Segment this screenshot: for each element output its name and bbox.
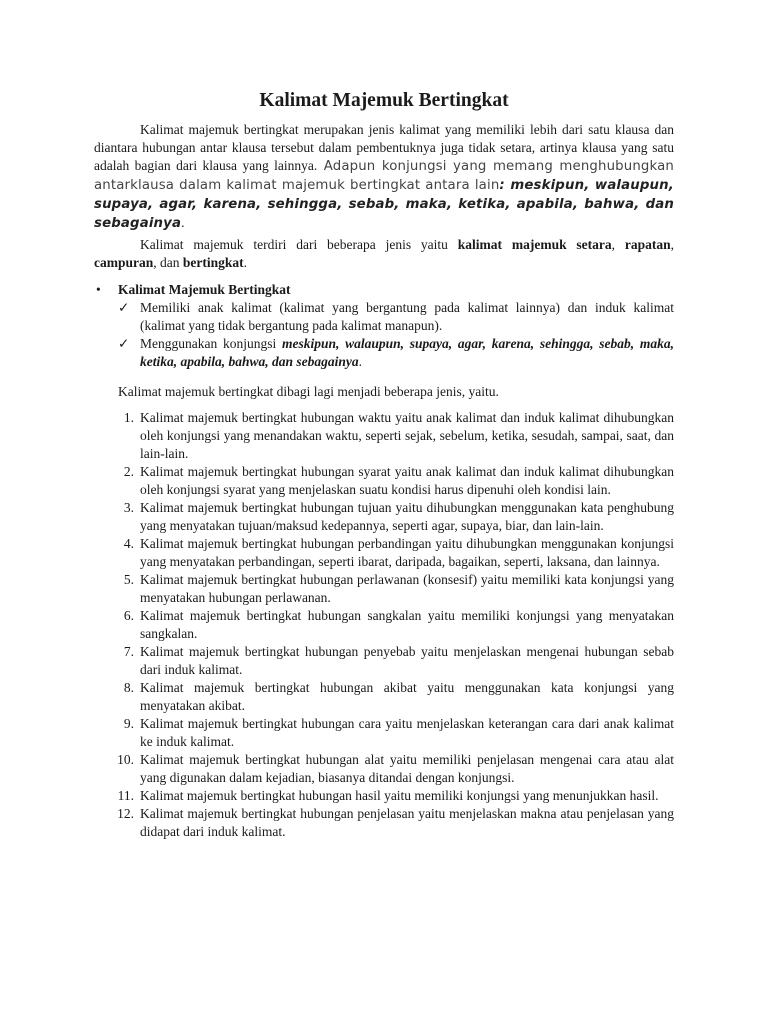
types-lead: Kalimat majemuk terdiri dari beberapa jenis yaitu <box>140 237 458 252</box>
types-paragraph <box>94 236 674 272</box>
check-emphasis: meskipun, walaupun, supaya, agar, karena, sehingga, sebab, maka, ketika, apabila, bahwa, dan sebagainya <box>140 336 674 369</box>
list-text: Kalimat majemuk bertingkat hubungan hasil yaitu memiliki konjungsi yang menunjukkan hasil. <box>140 788 659 803</box>
list-number: 12. <box>117 806 134 821</box>
list-text: Kalimat majemuk bertingkat hubungan alat yaitu memiliki penjelasan mengenai cara atau alat yang digunakan dalam kejadian, biasanya ditandai dengan konjungsi. <box>140 752 674 785</box>
list-number: 4. <box>123 536 134 551</box>
checkmark-icon: ✓ <box>118 300 130 315</box>
type-bertingkat: bertingkat <box>182 255 244 270</box>
check-end: . <box>358 354 363 369</box>
list-item <box>94 607 674 643</box>
types-sep-2: , <box>670 237 675 252</box>
list-number: 7. <box>123 644 134 659</box>
type-campuran: campuran <box>94 255 154 270</box>
list-text: Kalimat majemuk bertingkat hubungan penyebab yaitu menjelaskan mengenai hubungan sebab dari induk kalimat. <box>140 644 674 677</box>
list-number: 5. <box>123 572 134 587</box>
page-title: Kalimat Majemuk Bertingkat <box>259 90 509 111</box>
list-item <box>94 787 674 805</box>
list-number: 11. <box>117 788 134 803</box>
types-sep-3: , dan <box>153 255 183 270</box>
list-text: Kalimat majemuk bertingkat hubungan cara yaitu menjelaskan keterangan cara dari anak kalimat ke induk kalimat. <box>140 716 674 749</box>
list-item <box>94 715 674 751</box>
intro-paragraph <box>94 121 674 233</box>
list-number: 2. <box>123 464 134 479</box>
types-sep-1: , <box>611 237 625 252</box>
check-text: Memiliki anak kalimat (kalimat yang bergantung pada kalimat lainnya) dan induk kalimat (kalimat yang tidak bergantung pada kalimat manapun). <box>140 300 674 333</box>
type-rapatan: rapatan <box>624 237 671 252</box>
list-item <box>94 679 674 715</box>
check-item <box>94 335 674 371</box>
list-text: Kalimat majemuk bertingkat hubungan perlawanan (konsesif) yaitu memiliki kata konjungsi yang menyatakan hubungan perlawanan. <box>140 572 674 605</box>
list-item <box>94 409 674 463</box>
list-item <box>94 535 674 571</box>
type-setara: kalimat majemuk setara <box>457 237 612 252</box>
list-item <box>94 571 674 607</box>
list-text: Kalimat majemuk bertingkat hubungan penjelasan yaitu menjelaskan makna atau penjelasan yang didapat dari induk kalimat. <box>140 806 674 839</box>
list-number: 9. <box>123 716 134 731</box>
list-item <box>94 805 674 841</box>
intro-conjunction-list: : meskipun, walaupun, supaya, agar, karena, sehingga, sebab, maka, ketika, apabila, bahwa, dan sebagainya <box>94 178 674 231</box>
bullet-label: Kalimat Majemuk Bertingkat <box>118 282 291 297</box>
list-number: 10. <box>117 752 134 767</box>
intro-end: . <box>181 215 185 230</box>
bullet-item <box>94 281 674 299</box>
list-number: 3. <box>123 500 134 515</box>
list-text: Kalimat majemuk bertingkat hubungan tujuan yaitu dihubungkan menggunakan kata penghubung yang menyatakan tujuan/maksud kedepannya, seperti agar, supaya, biar, dan lain-lain. <box>140 500 674 533</box>
list-text: Kalimat majemuk bertingkat hubungan sangkalan yaitu memiliki konjungsi yang menyatakan sangkalan. <box>140 608 674 641</box>
checkmark-icon: ✓ <box>118 336 130 351</box>
characteristics-section <box>94 281 674 371</box>
intro-sans-text: Adapun konjungsi yang memang menghubungkan antarklausa dalam kalimat majemuk bertingkat antara lain <box>94 159 674 193</box>
types-end: . <box>243 255 248 270</box>
check-item <box>94 299 674 335</box>
list-number: 8. <box>123 680 134 695</box>
list-item <box>94 643 674 679</box>
list-number: 6. <box>123 608 134 623</box>
list-intro: Kalimat majemuk bertingkat dibagi lagi menjadi beberapa jenis, yaitu. <box>118 384 499 399</box>
bullet-dot-icon: • <box>96 282 101 297</box>
list-item <box>94 499 674 535</box>
list-text: Kalimat majemuk bertingkat hubungan perbandingan yaitu dihubungkan menggunakan konjungsi yang menyatakan perbandingan, seperti ibarat, daripada, bagaikan, seperti, laksana, dan lainnya. <box>140 536 674 569</box>
list-text: Kalimat majemuk bertingkat hubungan waktu yaitu anak kalimat dan induk kalimat dihubungkan oleh konjungsi yang menandakan waktu, seperti sejak, sebelum, ketika, sesudah, sampai, saat, dan lain-lain. <box>140 410 674 461</box>
list-item <box>94 751 674 787</box>
list-text: Kalimat majemuk bertingkat hubungan akibat yaitu menggunakan kata konjungsi yang menyatakan akibat. <box>140 680 674 713</box>
list-item <box>94 463 674 499</box>
types-list <box>94 409 674 841</box>
list-text: Kalimat majemuk bertingkat hubungan syarat yaitu anak kalimat dan induk kalimat dihubungkan oleh konjungsi syarat yang menjelaskan suatu kondisi harus dipenuhi oleh kondisi lain. <box>140 464 674 497</box>
intro-serif-text: Kalimat majemuk bertingkat merupakan jenis kalimat yang memiliki lebih dari satu klausa dan diantara hubungan antar klausa tersebut dalam pembentuknya juga tidak setara, artinya klausa yang satu adalah bagian dari klausa yang lainnya. <box>94 122 674 173</box>
list-number: 1. <box>123 410 134 425</box>
check-text: Menggunakan konjungsi <box>140 336 282 351</box>
